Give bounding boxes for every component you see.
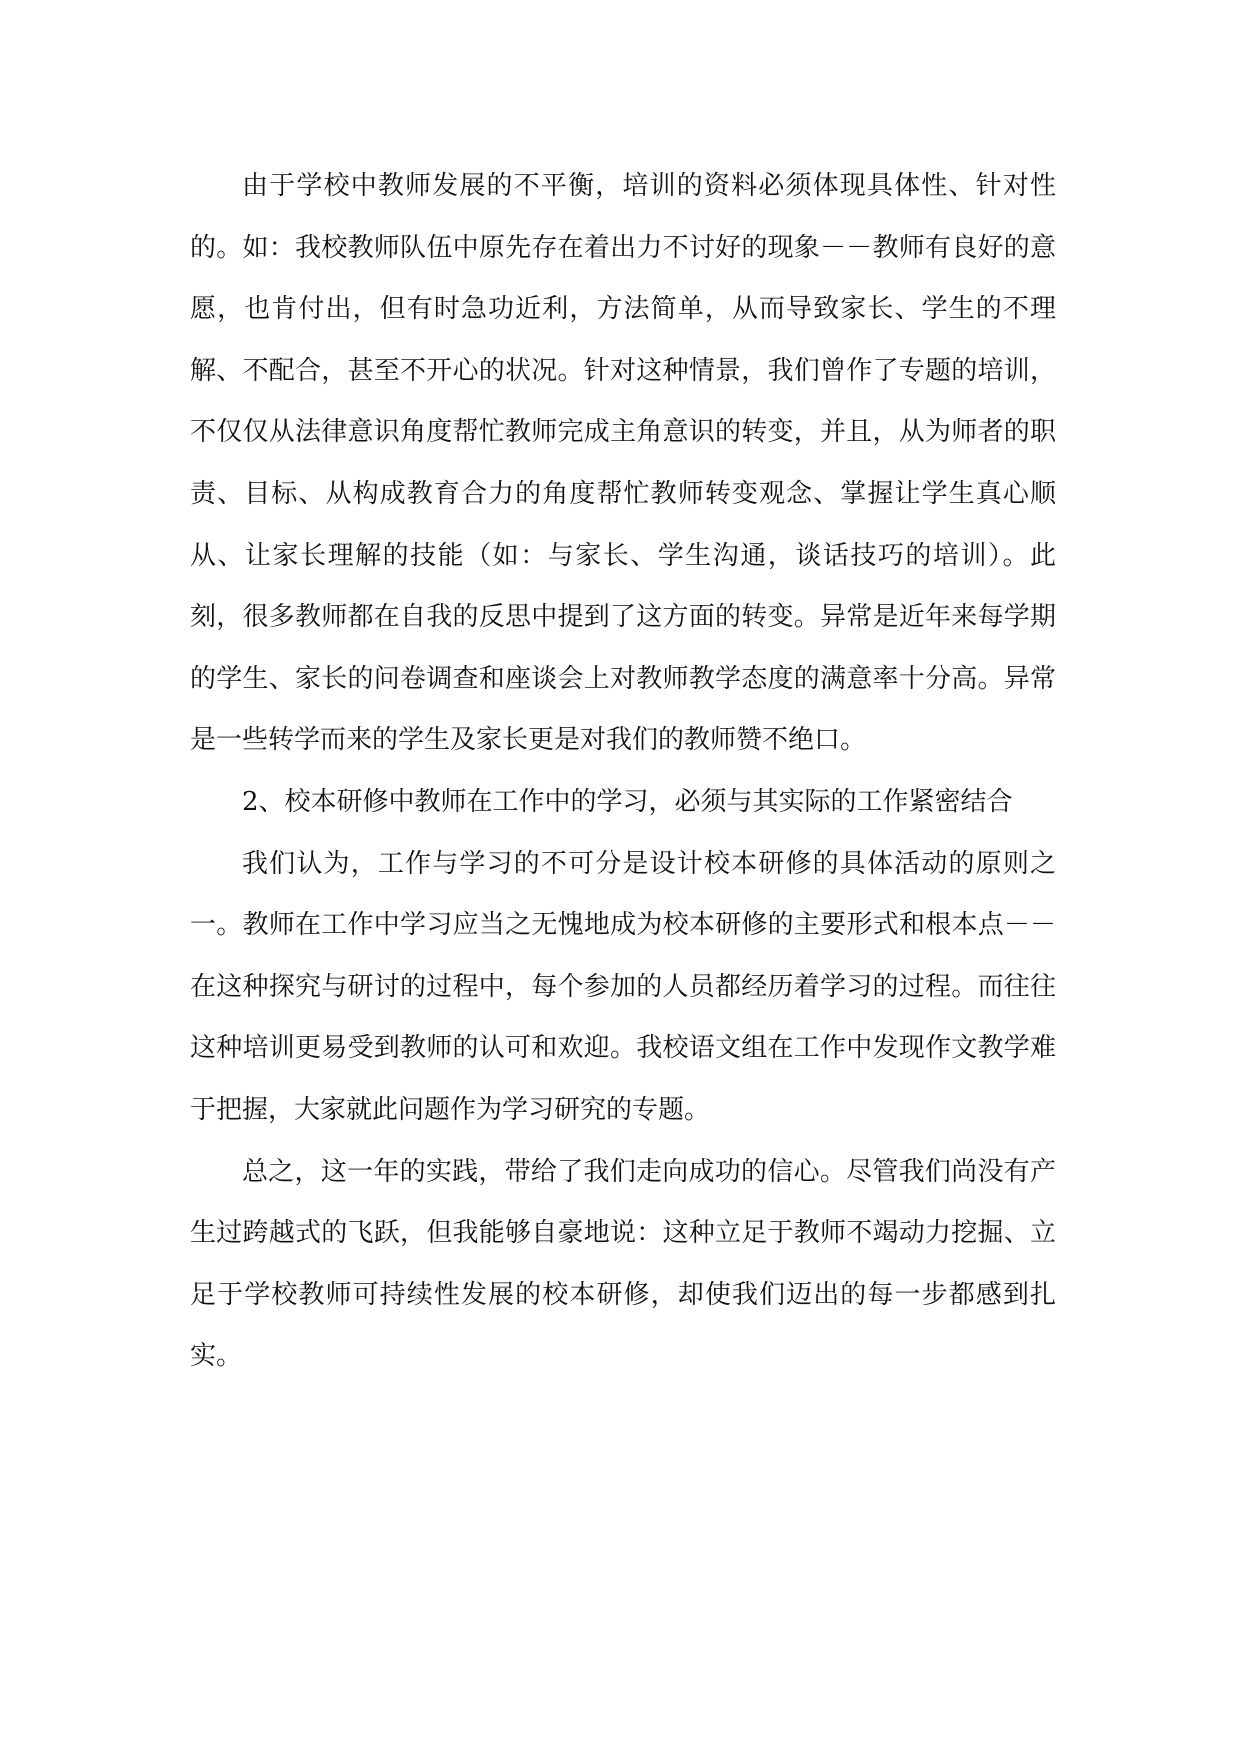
paragraph-work-and-study: 我们认为，工作与学习的不可分是设计校本研修的具体活动的原则之一。教师在工作中学习应当之无愧地成为校本研修的主要形式和根本点－－在这种探究与研讨的过程中，每个参加的人员都经历着学习的过程。而往往这种培训更易受到教师的认可和欢迎。我校语文组在工作中发现作文教学难于把握，大家就此问题作为学习研究的专题。 xyxy=(190,848,1056,1125)
paragraph-conclusion: 总之，这一年的实践，带给了我们走向成功的信心。尽管我们尚没有产生过跨越式的飞跃，但我能够自豪地说：这种立足于教师不竭动力挖掘、立足于学校教师可持续性发展的校本研修，却使我们迈出的每一步都感到扎实。 xyxy=(190,1156,1056,1372)
paragraph-section-2-heading: 2、校本研修中教师在工作中的学习，必须与其实际的工作紧密结合 xyxy=(242,786,1013,817)
document-body xyxy=(190,156,1056,1388)
paragraph-teacher-training: 由于学校中教师发展的不平衡，培训的资料必须体现具体性、针对性的。如：我校教师队伍中原先存在着出力不讨好的现象－－教师有良好的意愿，也肯付出，但有时急功近利，方法简单，从而导致家长、学生的不理解、不配合，甚至不开心的状况。针对这种情景，我们曾作了专题的培训，不仅仅从法律意识角度帮忙教师完成主角意识的转变，并且，从为师者的职责、目标、从构成教育合力的角度帮忙教师转变观念、掌握让学生真心顺从、让家长理解的技能（如：与家长、学生沟通，谈话技巧的培训）。此刻，很多教师都在自我的反思中提到了这方面的转变。异常是近年来每学期的学生、家长的问卷调查和座谈会上对教师教学态度的满意率十分高。异常是一些转学而来的学生及家长更是对我们的教师赞不绝口。 xyxy=(190,171,1056,756)
